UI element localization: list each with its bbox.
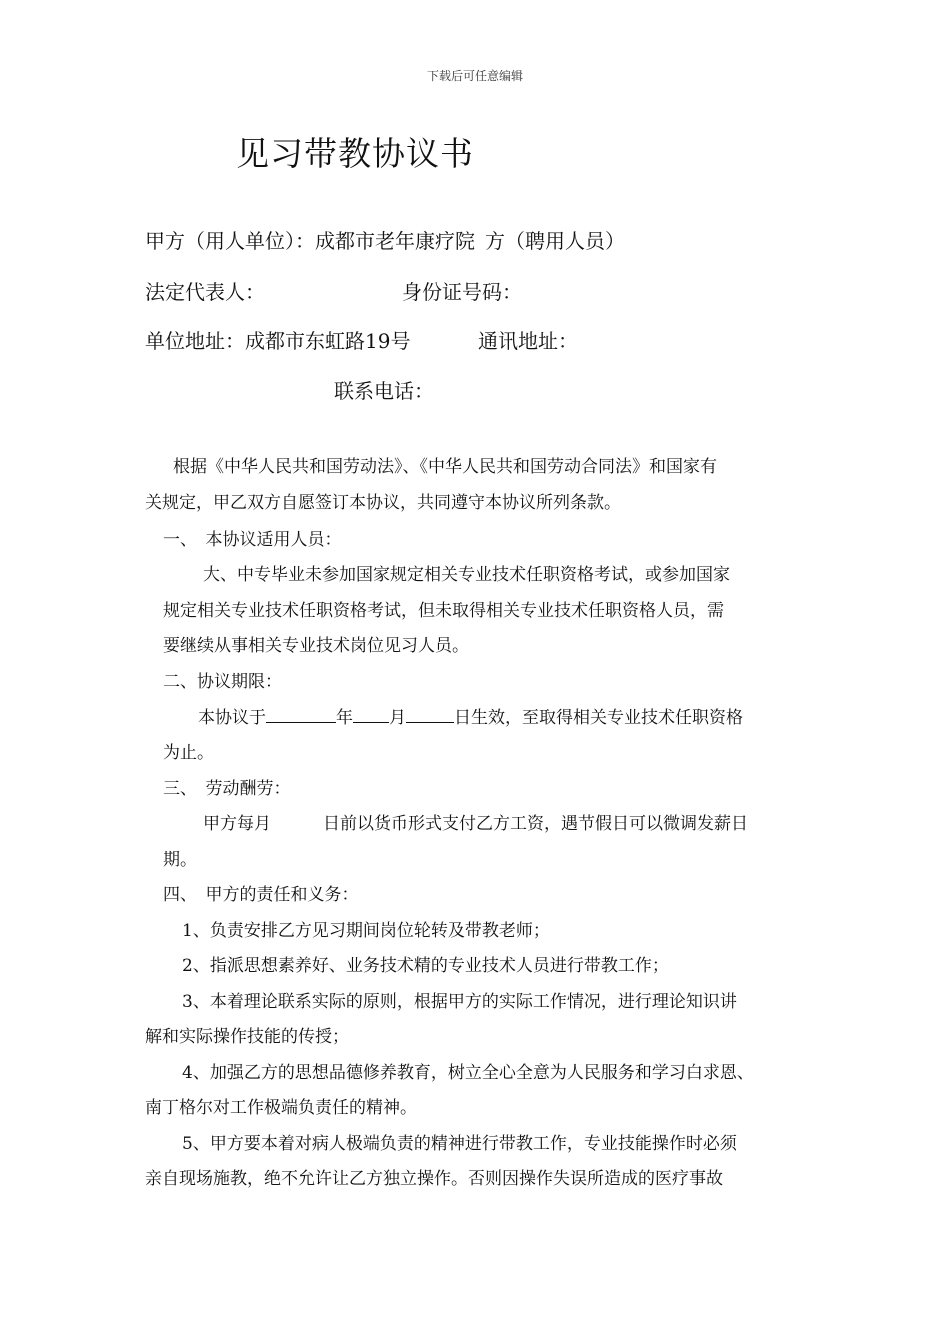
- section-1-line-1: 大、中专毕业未参加国家规定相关专业技术任职资格考试，或参加国家: [203, 565, 730, 585]
- party-a-line: [145, 225, 625, 254]
- section-1-heading: 一、 本协议适用人员：: [163, 530, 342, 550]
- section-3-heading: 三、 劳动酬劳：: [163, 779, 291, 799]
- legal-rep-label: 法定代表人：: [145, 280, 265, 304]
- section-4-item-1: 1、负责安排乙方见习期间岗位轮转及带教老师；: [182, 921, 550, 941]
- address-b-label: 通讯地址：: [478, 329, 578, 353]
- term-prefix: 本协议于: [198, 708, 266, 728]
- party-b-label: 方（聘用人员）: [485, 229, 625, 253]
- header-note: 下载后可任意编辑: [426, 69, 523, 83]
- term-month: 月: [389, 708, 406, 728]
- term-year: 年: [336, 708, 353, 728]
- section-4-item-5-line-1: 5、甲方要本着对病人极端负责的精神进行带教工作，专业技能操作时必须: [182, 1134, 737, 1154]
- section-3-line-1: [203, 809, 748, 834]
- section-4-heading: 四、 甲方的责任和义务：: [163, 885, 359, 905]
- address-a-label: 单位地址：成都市东虹路19号: [145, 329, 411, 353]
- id-number-label: 身份证号码：: [402, 280, 522, 304]
- section-2-line-2: 为止。: [163, 743, 214, 763]
- pay-prefix: 甲方每月: [203, 814, 271, 834]
- phone-label: 联系电话：: [334, 379, 434, 403]
- section-4-item-3-line-2: 解和实际操作技能的传授；: [145, 1027, 349, 1047]
- day-blank[interactable]: [406, 706, 454, 723]
- section-4-item-5-line-2: 亲自现场施教，绝不允许让乙方独立操作。否则因操作失误所造成的医疗事故: [145, 1169, 723, 1189]
- section-1-line-3: 要继续从事相关专业技术岗位见习人员。: [163, 636, 469, 656]
- party-a-label: 甲方（用人单位）：成都市老年康疗院: [145, 229, 475, 253]
- section-1-line-2: 规定相关专业技术任职资格考试，但未取得相关专业技术任职资格人员，需: [163, 601, 724, 621]
- section-2-heading: 二、协议期限：: [163, 672, 282, 692]
- section-3-line-2: 期。: [163, 850, 197, 870]
- year-blank[interactable]: [266, 706, 336, 723]
- section-4-item-3-line-1: 3、本着理论联系实际的原则，根据甲方的实际工作情况，进行理论知识讲: [182, 992, 737, 1012]
- term-suffix: 日生效，至取得相关专业技术任职资格: [454, 708, 743, 728]
- document-title: 见习带教协议书: [236, 134, 474, 173]
- month-blank[interactable]: [353, 706, 389, 723]
- section-4-item-4-line-2: 南丁格尔对工作极端负责任的精神。: [145, 1098, 417, 1118]
- section-2-line-1: [198, 703, 743, 728]
- intro-line-2: 关规定，甲乙双方自愿签订本协议，共同遵守本协议所列条款。: [145, 493, 621, 513]
- pay-suffix: 日前以货币形式支付乙方工资，遇节假日可以微调发薪日: [323, 814, 748, 834]
- section-4-item-4-line-1: 4、加强乙方的思想品德修养教育，树立全心全意为人民服务和学习白求恩、: [182, 1063, 754, 1083]
- section-4-item-2: 2、指派思想素养好、业务技术精的专业技术人员进行带教工作；: [182, 956, 669, 976]
- intro-line-1: 根据《中华人民共和国劳动法》、《中华人民共和国劳动合同法》和国家有: [173, 457, 717, 477]
